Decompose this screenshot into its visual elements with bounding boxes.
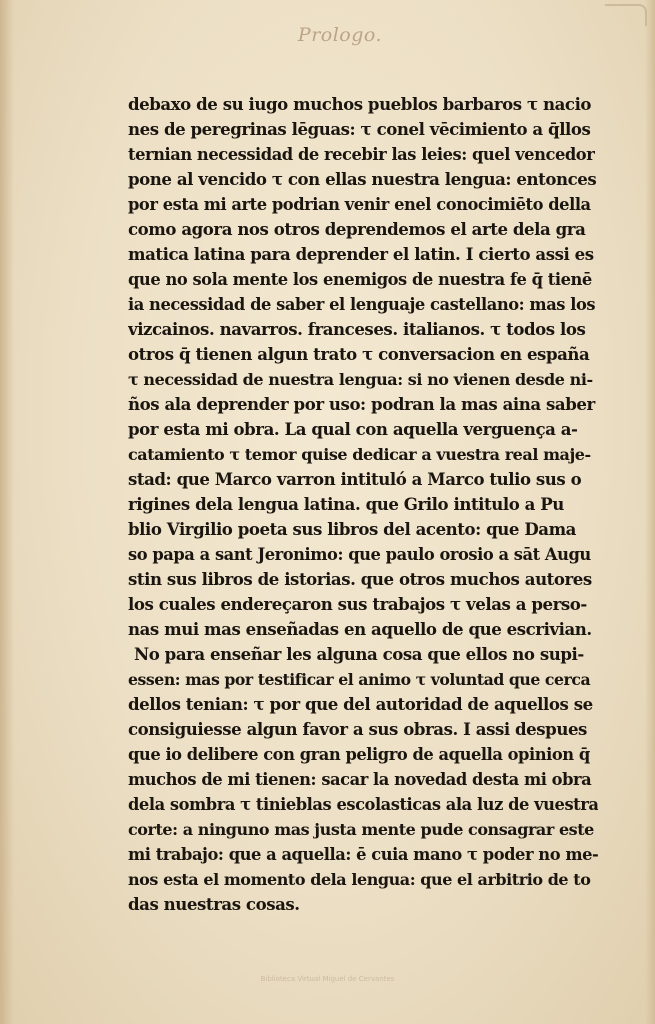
text-line: rigines dela lengua latina. que Grilo intitulo a Pu <box>128 494 564 514</box>
text-line: que io delibere con gran peligro de aquella opinion q̄ <box>128 745 590 764</box>
text-line: muchos de mi tienen: sacar la novedad desta mi obra <box>128 770 592 789</box>
text-line: vizcainos. navarros. franceses. italianos. τ todos los <box>128 319 586 339</box>
text-line: das nuestras cosas. <box>128 894 300 914</box>
text-line: No para enseñar les alguna cosa que ellos no supi- <box>134 644 584 664</box>
text-line: ia necessidad de saber el lenguaje castellano: mas los <box>128 295 596 314</box>
page-corner-fold <box>605 4 647 26</box>
text-line: catamiento τ temor quise dedicar a vuestra real maje- <box>128 445 591 464</box>
text-line: matica latina para deprender el latin. I cierto assi es <box>128 244 594 264</box>
body-text <box>128 92 598 917</box>
text-line: corte: a ninguno mas justa mente pude consagrar este <box>128 820 594 839</box>
text-line: ternian necessidad de recebir las leies: quel vencedor <box>128 145 595 164</box>
page-edge-left <box>0 0 14 1024</box>
text-line: pone al vencido τ con ellas nuestra lengua: entonces <box>128 169 597 189</box>
text-line: por esta mi arte podrian venir enel conocimiēto della <box>128 195 591 214</box>
page-heading: Prologo. <box>297 24 383 46</box>
text-line: consiguiesse algun favor a sus obras. I assi despues <box>128 719 587 739</box>
watermark: Biblioteca Virtual Miguel de Cervantes <box>260 975 395 983</box>
text-line: dellos tenian: τ por que del autoridad de aquellos se <box>128 694 593 714</box>
text-line: como agora nos otros deprendemos el arte dela gra <box>128 219 586 239</box>
text-line: nas mui mas enseñadas en aquello de que escrivian. <box>128 619 592 639</box>
text-line: essen: mas por testificar el animo τ voluntad que cerca <box>128 670 591 689</box>
text-line: so papa a sant Jeronimo: que paulo orosio a sāt Augu <box>128 545 591 564</box>
page-edge-right <box>645 0 655 1024</box>
text-line: ños ala deprender por uso: podran la mas aina saber <box>128 394 595 414</box>
text-line: por esta mi obra. La qual con aquella verguença a- <box>128 419 578 439</box>
text-line: mi trabajo: que a aquella: ē cuia mano τ poder no me- <box>128 845 598 864</box>
text-line: stad: que Marco varron intituló a Marco tulio sus o <box>128 469 582 489</box>
text-line: blio Virgilio poeta sus libros del acento: que Dama <box>128 519 576 539</box>
text-line: dela sombra τ tinieblas escolasticas ala luz de vuestra <box>128 795 598 814</box>
text-line: nes de peregrinas lēguas: τ conel vēcimiento a q̄llos <box>128 119 591 139</box>
text-line: stin sus libros de istorias. que otros muchos autores <box>128 569 592 589</box>
text-line: τ necessidad de nuestra lengua: si no vienen desde ni- <box>128 370 593 389</box>
text-line: otros q̄ tienen algun trato τ conversacion en españa <box>128 344 590 364</box>
text-line: los cuales endereçaron sus trabajos τ velas a perso- <box>128 594 587 614</box>
text-line: nos esta el momento dela lengua: que el arbitrio de to <box>128 870 591 889</box>
text-line: que no sola mente los enemigos de nuestra fe q̄ tienē <box>128 270 592 289</box>
text-line: debaxo de su iugo muchos pueblos barbaros τ nacio <box>128 94 592 114</box>
